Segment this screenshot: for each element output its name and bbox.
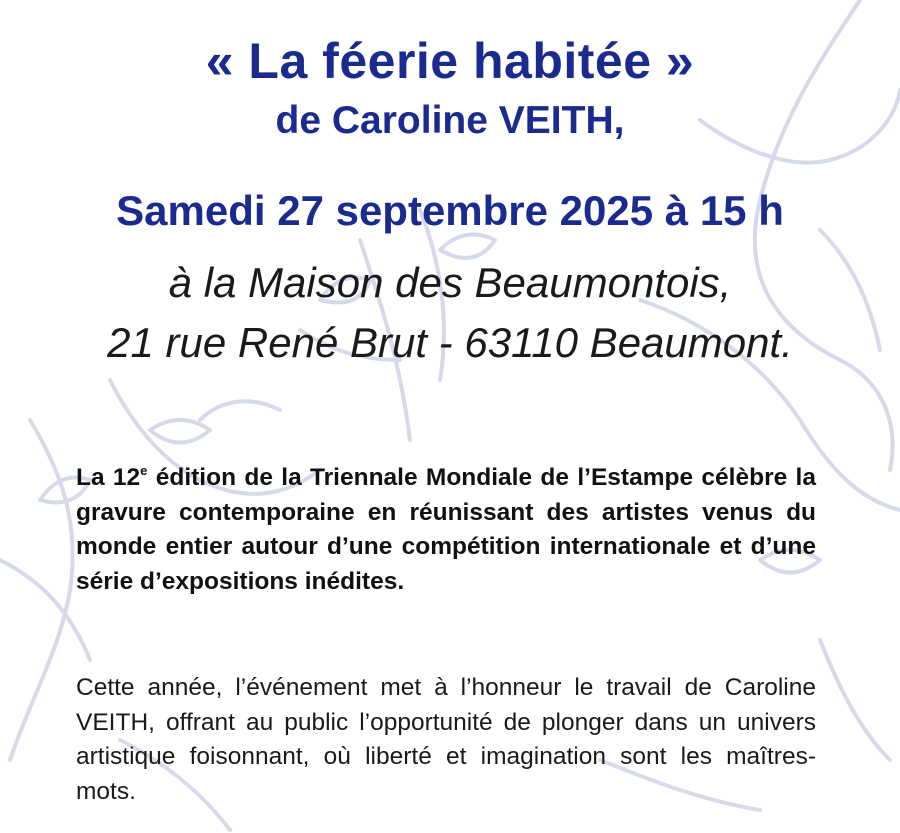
intro-start: La 12 xyxy=(76,464,141,491)
ordinal-suffix: e xyxy=(140,463,148,478)
intro-paragraph xyxy=(76,461,816,599)
body-paragraph: Cette année, l’événement met à l’honneur le travail de Caroline VEITH, offrant au public l’opportunité de plonger dans un univers artistique foisonnant, où liberté et imagination sont les maîtres-mots. xyxy=(76,674,816,805)
event-date: Samedi 27 septembre 2025 à 15 h xyxy=(116,187,784,234)
venue-address: 21 rue René Brut - 63110 Beaumont. xyxy=(107,319,793,366)
intro-rest: édition de la Triennale Mondiale de l’Estampe célèbre la gravure contemporaine en réunissant des artistes venus du monde entier autour d’une compétition internationale et d’une série d’expositions inédites. xyxy=(76,464,816,595)
venue-name: à la Maison des Beaumontois, xyxy=(168,259,732,306)
artist-line: de Caroline VEITH, xyxy=(275,99,625,142)
event-title: « La féerie habitée » xyxy=(205,33,695,89)
